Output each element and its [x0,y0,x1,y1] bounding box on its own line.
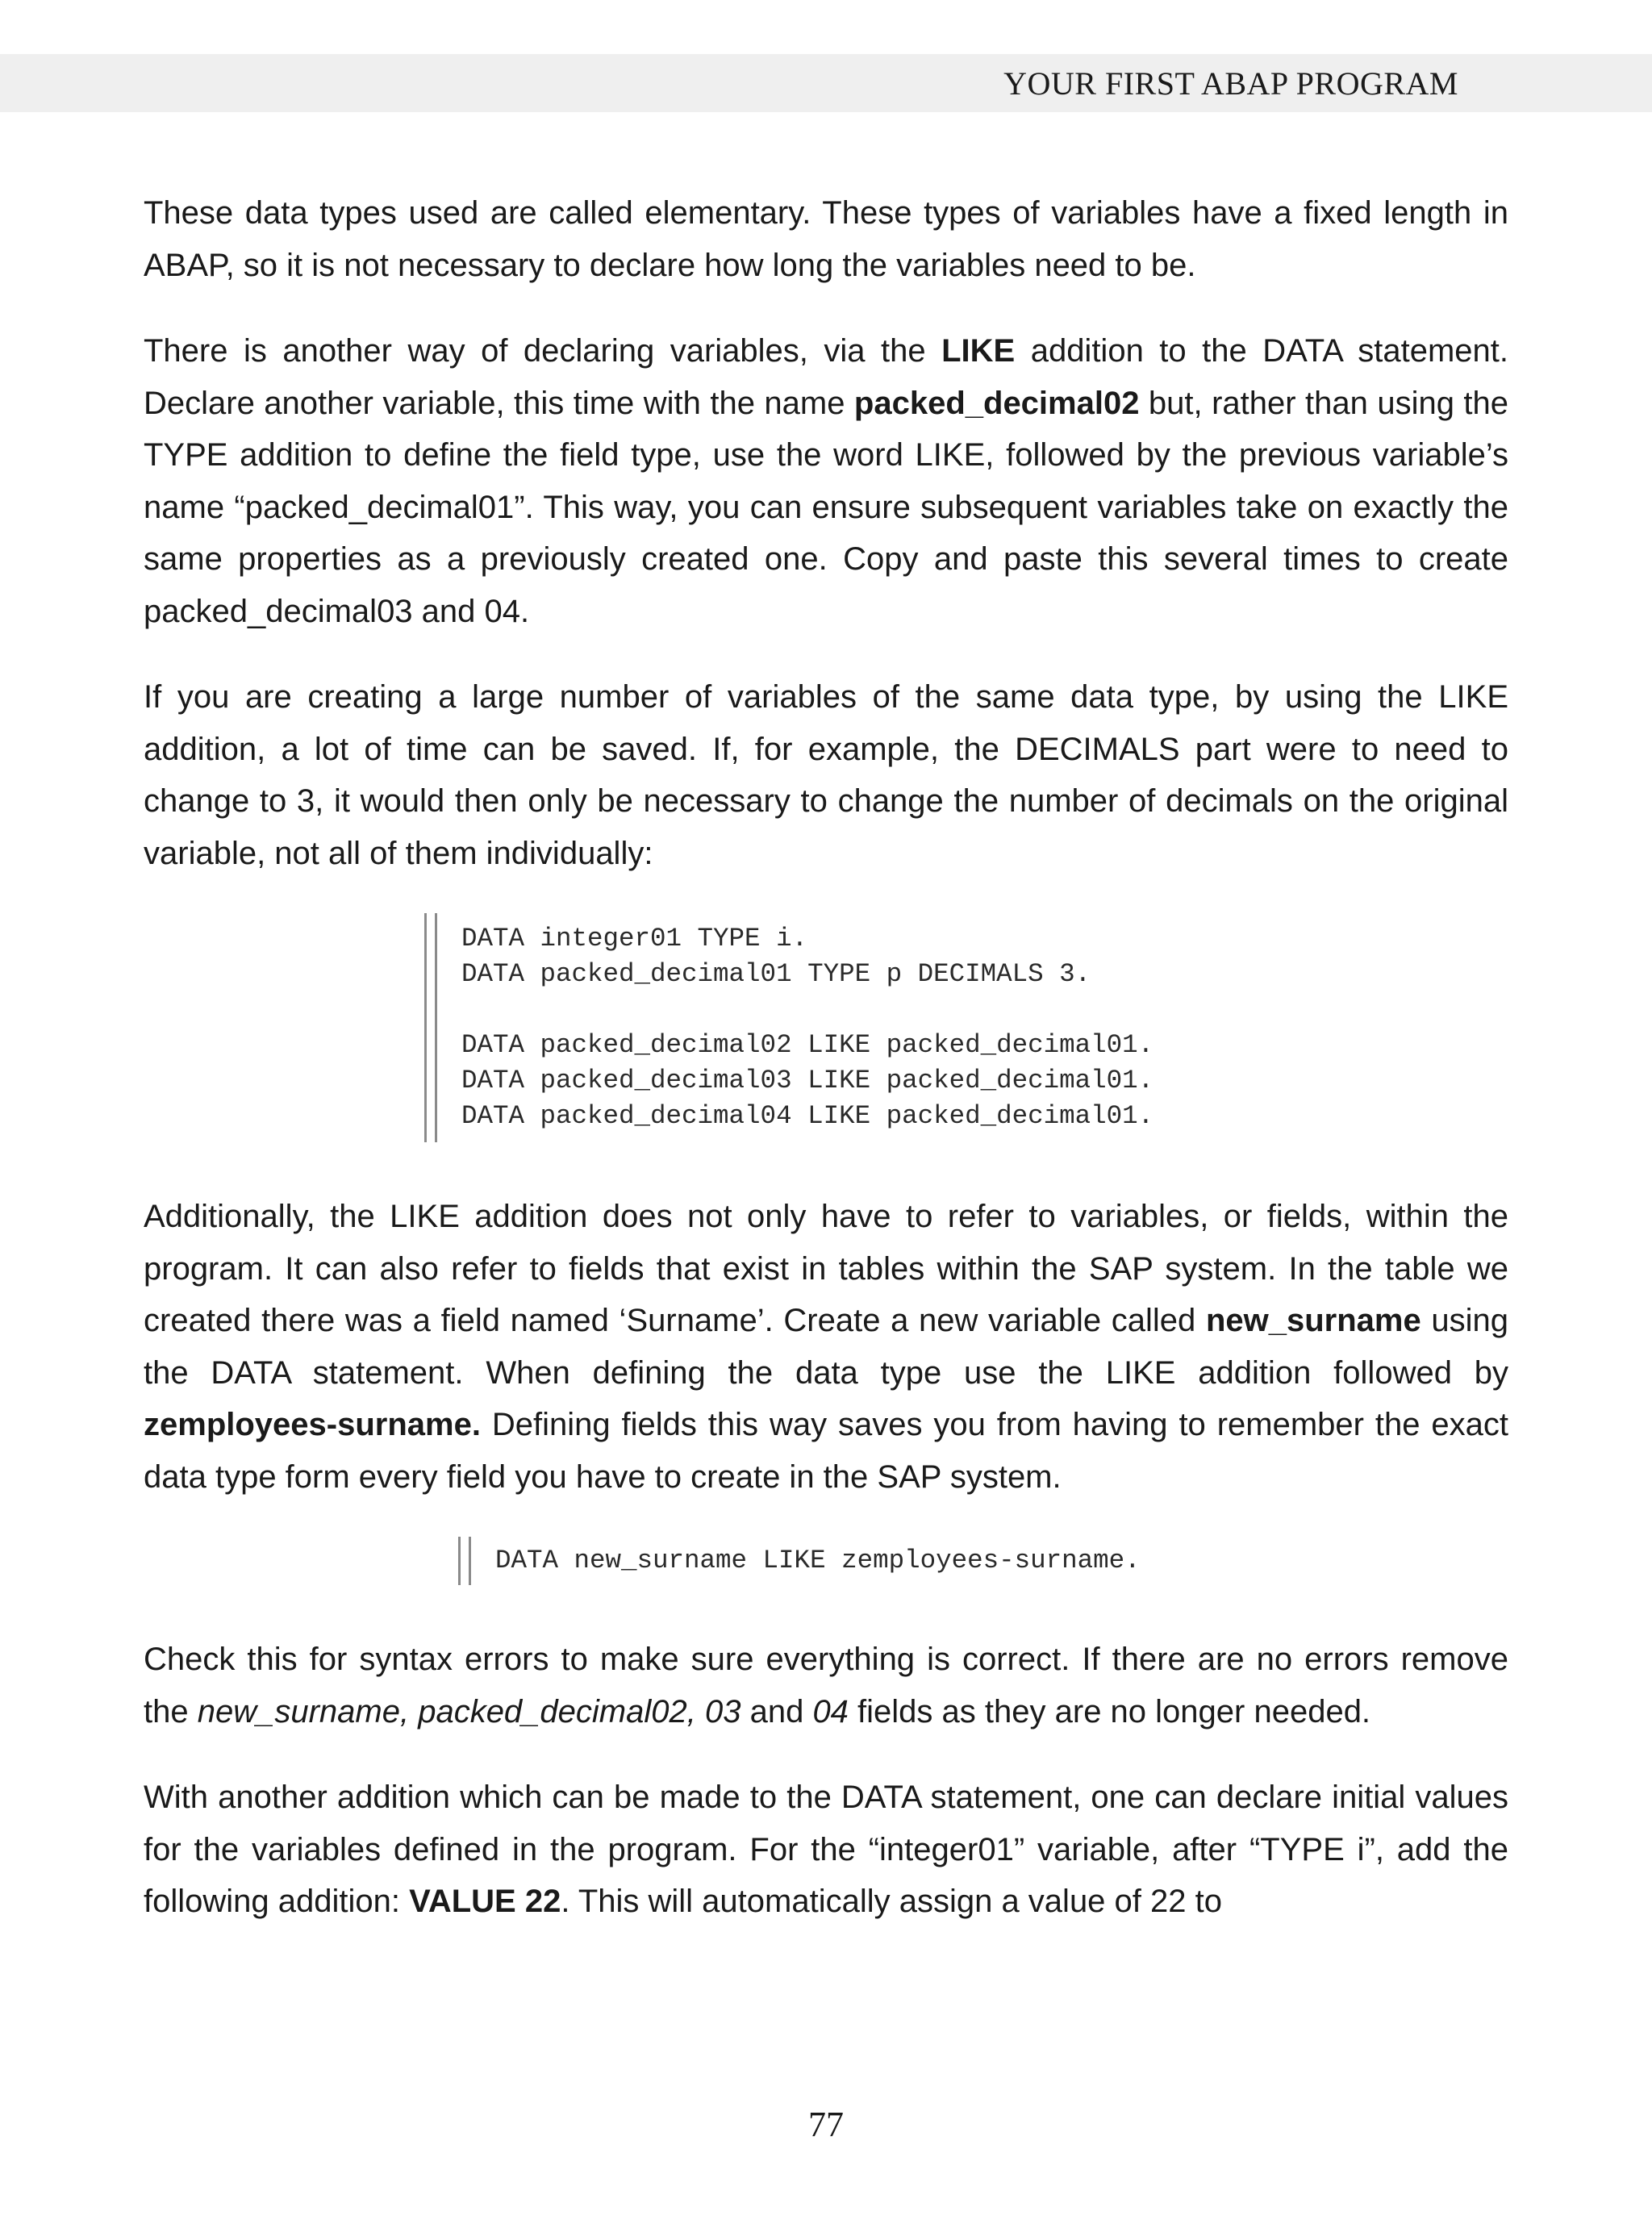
paragraph-time-saving: If you are creating a large number of variables of the same data type, by using the LIKE addition, a lot of time can be saved. If, for example, the DECIMALS part were to need to change to 3, it would then only be necessary to change the number of decimals on the original variable, not all of them individually: [144,679,1508,871]
code-line: DATA packed_decimal03 LIKE packed_decimal01. [461,1066,1154,1095]
text-run: Check this for syntax errors to make sure everything is correct. If there are no errors remove the [144,1642,1508,1730]
text-run: With another addition which can be made to the DATA statement, one can declare initial values for the variables defined in the program. For the “integer01” variable, after “TYPE i”, add the following addition: [144,1780,1508,1919]
text-run: There is another way of declaring variables, via the [144,333,942,369]
code-snippet-new-surname [458,1537,1508,1585]
running-header-title: YOUR FIRST ABAP PROGRAM [1003,65,1458,102]
bold-keyword-value: VALUE 22 [409,1884,561,1919]
code-line: DATA packed_decimal04 LIKE packed_decimal01. [461,1101,1154,1131]
page-number: 77 [808,2105,844,2144]
bold-keyword-like: LIKE [941,333,1016,369]
code-margin-bars [458,1537,471,1585]
code-snippet-declarations [424,913,1508,1142]
code-line: DATA packed_decimal01 TYPE p DECIMALS 3. [461,959,1091,989]
italic-field-names: new_surname, packed_decimal02, 03 [197,1693,741,1730]
text-run: . This will automatically assign a value of 22 to [561,1884,1222,1919]
bold-field-reference: zemployees-surname. [144,1407,481,1442]
paragraph-elementary-types: These data types used are called elementary. These types of variables have a fixed length in ABAP, so it is not necessary to declare how long the variables need to be. [144,195,1508,283]
text-run: fields as they are no longer needed. [848,1693,1371,1730]
italic-field-name: 04 [812,1693,849,1730]
text-run: Defining fields this way saves you from having to remember the exact data type form every field you have to create in the SAP system. [144,1407,1508,1495]
paragraph-like-addition [144,325,1508,637]
text-run: Additionally, the LIKE addition does not only have to refer to variables, or fields, within the program. It can also refer to fields that exist in tables within the SAP system. In the table we created there was a field named ‘Surname’. Create a new variable called [144,1199,1508,1338]
text-run: and [740,1693,813,1730]
bold-variable-name: packed_decimal02 [853,385,1140,421]
page-content [144,187,1508,1962]
code-line: DATA new_surname LIKE zemployees-surname. [495,1546,1141,1575]
text-run: using the DATA statement. When defining the data type use the LIKE addition followed by [144,1303,1508,1391]
paragraph-initial-values [144,1771,1508,1928]
paragraph-like-table-fields [144,1191,1508,1503]
code-line: DATA packed_decimal02 LIKE packed_decimal01. [461,1030,1154,1060]
code-line: DATA integer01 TYPE i. [461,924,808,953]
paragraph-syntax-check [144,1634,1508,1738]
code-margin-bars [424,913,437,1142]
text-run: addition to the DATA statement. Declare another variable, this time with the name [144,333,1508,421]
bold-variable-name: new_surname [1205,1303,1421,1338]
text-run: but, rather than using the TYPE addition to define the field type, use the word LIKE, followed by the previous variable’s name “packed_decimal01”. This way, you can ensure subsequent variables take on exactly the same properties as a previously created one. Copy and paste this several times to create packed_decimal03 and 04. [144,385,1509,629]
